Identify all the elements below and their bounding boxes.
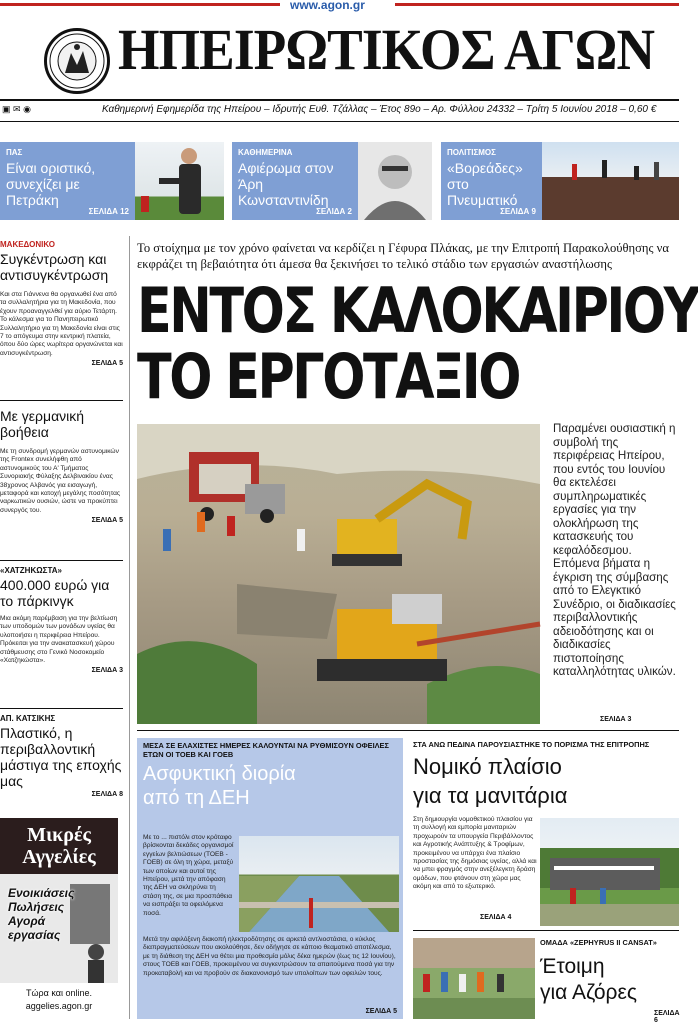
lead-page: ΣΕΛΙΔΑ 3 — [600, 716, 632, 723]
left-story-plastic[interactable] — [0, 714, 123, 798]
meeting-tent-photo — [540, 818, 679, 926]
story-body: Με τη συνδρομή γερμανών αστυνομικών της Frontex συνελήφθη από αστυνομικούς του Α' Τμήματος Συνοριακής Φύλαξης Δελβινακίου ένας 38χρονος Αλβανός για εισαγωγή, μεταφορά και κατοχή μεγάλης ποσότητας ναρκωτικών ουσιών, ώστε να προκύπτει συνεργός του. — [0, 448, 121, 514]
story-page: ΣΕΛΙΔΑ 5 — [91, 360, 123, 368]
teaser-page: ΣΕΛΙΔΑ 12 — [88, 207, 129, 216]
classifieds-title-line1: Μικρές — [27, 824, 91, 846]
story-kicker: «ΧΑΤΖΗΚΩΣΤΑ» — [0, 566, 62, 575]
lead-headline-line2: ΤΟ ΕΡΓΟΤΑΞΙΟ — [137, 340, 519, 413]
classifieds-word: Αγορά — [8, 914, 46, 928]
classifieds-title-line2: Αγγελίες — [22, 846, 96, 868]
masthead-subline: Καθημερινή Εφημερίδα της Ηπείρου – Ιδρυτής Ευθ. Τζάλλας – Έτος 89ο – Αρ. Φύλλου 24332 – Τρίτη 5 Ιουνίου 2018 – 0,60 € — [102, 104, 657, 115]
teaser-page: ΣΕΛΙΔΑ 9 — [500, 207, 536, 216]
story-kicker: ΑΠ. ΚΑΤΣΙΚΗΣ — [0, 714, 56, 723]
teaser-headline: «Βορεάδες» στο Πνευματικό — [447, 160, 523, 208]
globe-icon: ◉ — [23, 104, 31, 114]
left-story-parking[interactable] — [0, 566, 123, 674]
right-divider — [413, 930, 679, 931]
cansat-headline[interactable] — [540, 954, 677, 1006]
story-headline-line2: από τη ΔΕΗ — [143, 787, 250, 809]
portrait-photo — [358, 142, 432, 220]
classifieds-footer-line1: Τώρα και online. — [26, 988, 92, 998]
masthead-title: ΗΠΕΙΡΩΤΙΚΟΣ ΑΓΩΝ — [118, 17, 655, 82]
left-divider — [0, 708, 123, 709]
mail-icon: ✉ — [13, 104, 21, 114]
mushrooms-kicker: ΣΤΑ ΑΝΩ ΠΕΔΙΝΑ ΠΑΡΟΥΣΙΑΣΤΗΚΕ ΤΟ ΠΟΡΙΣΜΑ ΤΗΣ ΕΠΙΤΡΟΠΗΣ — [413, 740, 650, 749]
masthead-rule-top — [0, 99, 679, 101]
mushrooms-page: ΣΕΛΙΔΑ 4 — [480, 914, 512, 921]
story-page: ΣΕΛΙΔΑ 5 — [91, 517, 123, 525]
cansat-headline-line2: για Αζόρες — [540, 981, 637, 1004]
mushrooms-headline[interactable] — [413, 752, 677, 810]
classifieds-title — [0, 824, 118, 868]
teaser-kathimerina[interactable] — [232, 142, 432, 220]
classifieds-word: Ενοικιάσεις — [8, 886, 75, 900]
story-headline: Πλαστικό, η περιβαλλοντική μάστιγα της εποχής μας — [0, 725, 122, 789]
story-page: ΣΕΛΙΔΑ 8 — [91, 791, 123, 798]
left-divider — [0, 560, 123, 561]
story-headline: Συγκέντρωση και αντισυγκέντρωση — [0, 251, 109, 283]
cansat-team-photo — [413, 938, 535, 1019]
left-divider — [0, 400, 123, 401]
teaser-kicker: ΚΑΘΗΜΕΡΙΝΑ — [238, 148, 293, 157]
masthead-rule-bottom — [0, 121, 679, 122]
story-body-continued: Μετά την αφιλόξενη διακοπή ηλεκτροδότησης σε αρκετά αντλιοστάσια, ο κύκλος διαπραγματεύσεων που ακολούθησε, δεν οδήγησε σε κάποιο θεαματικό αποτέλεσμα, με τη διάθεση της ΔΕΗ να θέτει μια προθεσμία μόλις δέκα ημερών (έως τις 12 Ιουνίου), στους ΤΟΕΒ και ΓΟΕΒ, προκειμένου να συγκεντρώσουν τα απαιτούμενα ποσά για την προκαταβολή και να προβούν σε διακανονισμό των υπολοίπων των οφειλών τους. — [143, 936, 396, 977]
classifieds-words — [8, 886, 112, 942]
story-body: Και στα Γιάννενα θα οργανωθεί ένα από τα συλλαλητήρια για τη Μακεδονία, που έχουν προαναγγελθεί για αύριο Τετάρτη. Το κάλεσμα για το Πανηπειρωτικό Συλλαλητήριο για τη Μακεδονία είναι στις 7 το απόγευμα στην κεντρική πλατεία, όπου δύο ώρες νωρίτερα οργανώνεται και αντισυγκέντρωση. — [0, 291, 123, 357]
top-rule-left — [0, 3, 280, 6]
cansat-headline-line1: Έτοιμη — [540, 955, 605, 978]
teaser-politismos-text — [441, 142, 542, 220]
classifieds-word: Πωλήσεις — [8, 900, 65, 914]
classifieds-footer — [0, 983, 118, 1019]
story-headline — [143, 762, 296, 810]
teaser-pas[interactable] — [0, 142, 224, 220]
lead-headline-line1: ΕΝΤΟΣ ΚΑΛΟΚΑΙΡΙΟΥ — [137, 274, 698, 347]
lead-body: Παραμένει ουσιαστική η συμβολή της περιφέρειας Ηπείρου, που εντός του Ιουνίου θα εκτελέσει συμπληρωματικές εργασίες για την ολοκλήρωση της κατασκευής του κεφαλόδεσμου. Επόμενα βήματα η έγκριση της σύμβασης από το Ελεγκτικό Συνέδριο, οι διαδικασίες περιβαλλοντικής αδειοδότησης και οι διαδικασίες πιστοποίησης καταλληλότητας υλικών. — [553, 422, 676, 678]
story-page: ΣΕΛΙΔΑ 5 — [365, 1008, 397, 1015]
story-headline: Με γερμανική βοήθεια — [0, 408, 85, 440]
left-story-frontex[interactable] — [0, 408, 123, 524]
teaser-kathimerina-text — [232, 142, 358, 220]
dei-story-box[interactable] — [137, 738, 403, 1019]
performance-photo — [542, 142, 679, 220]
teaser-kicker: ΠΑΣ — [6, 148, 23, 157]
column-divider — [129, 236, 130, 1019]
lead-headline[interactable] — [137, 274, 698, 413]
mushrooms-body: Στη δημιουργία νομοθετικού πλαισίου για τη συλλογή και εμπορία μανιταριών προχωρούν τα υπουργεία Περιβάλλοντος και Αγροτικής Ανάπτυξης & Τροφίμων, προκειμένου να υπάρχει ένα πλαίσιο προστασίας της δημόσιας υγείας, αλλά και να μπει φραγμός στην ανεξέλεγκτη δράση ομάδων, που φτάνουν στη χώρα μας ακόμη και από το εξωτερικό. — [413, 816, 537, 891]
story-body: Μια ακόμη παρέμβαση για την βελτίωση των υποδομών των μονάδων υγείας θα υλοποιήσει η περιφέρεια Ηπείρου. Πρόκειται για την ανακατασκευή χώρου στάθμευσης στο Γενικό Νοσοκομείο «Χατζηκώστα». — [0, 615, 118, 665]
left-story-makedoniko[interactable] — [0, 240, 123, 367]
canal-photo — [239, 836, 399, 932]
story-kicker: ΜΑΚΕΔΟΝΙΚΟ — [0, 240, 55, 249]
lead-bottom-rule — [137, 730, 679, 731]
teaser-politismos[interactable] — [441, 142, 679, 220]
classifieds-word: εργασίας — [8, 928, 61, 942]
story-body: Με το ... πιστόλι στον κρόταφο βρίσκονται δεκάδες οργανισμοί εγγείων βελτιώσεων (ΤΟΕΒ - ΓΟΕΒ) σε όλη τη χώρα, μεταξύ των οποίων και αυτοί της Ηπείρου, μετά την απόφαση της ΔΕΗ να σκληρύνει τη στάση της, σε μια προσπάθεια να εισπράξει τα οφειλόμενα ποσά. — [143, 834, 234, 917]
classifieds-ad[interactable] — [0, 818, 118, 1019]
story-kicker: ΜΕΣΑ ΣΕ ΕΛΑΧΙΣΤΕΣ ΗΜΕΡΕΣ ΚΑΛΟΥΝΤΑΙ ΝΑ ΡΥΘΜΙΣΟΥΝ ΟΦΕΙΛΕΣ ΕΤΩΝ ΟΙ ΤΟΕΒ ΚΑΙ ΓΟΕΒ — [143, 741, 389, 759]
coach-photo — [135, 142, 224, 220]
teaser-pas-text — [0, 142, 135, 220]
mushrooms-headline-line1: Νομικό πλαίσιο — [413, 754, 562, 779]
lead-strap: Το στοίχημα με τον χρόνο φαίνεται να κερδίζει η Γέφυρα Πλάκας, με την Επιτροπή Παρακολούθησης να εκφράζει τη βεβαιότητα ότι άμεσα θα ξεκινήσει το τελικό στάδιο των εργασιών αναστήλωσης — [137, 241, 669, 271]
teaser-headline: Αφιέρωμα στον Άρη Κωνσταντινίδη — [238, 160, 334, 208]
story-headline: 400.000 ευρώ για το πάρκινγκ — [0, 577, 110, 609]
site-url[interactable]: www.agon.gr — [290, 0, 365, 12]
construction-site-photo — [137, 424, 540, 724]
newspaper-seal-logo — [44, 28, 110, 94]
cansat-page: ΣΕΛΙΔΑ 6 — [654, 1010, 680, 1024]
printer-icon: ▣ — [2, 104, 11, 114]
cansat-kicker: ΟΜΑΔΑ «ZEPHYRUS II CANSAT» — [540, 938, 657, 947]
mushrooms-headline-line2: για τα μανιτάρια — [413, 783, 568, 808]
teaser-headline: Είναι οριστικό, συνεχίζει με Πετράκη — [6, 160, 96, 208]
story-page: ΣΕΛΙΔΑ 3 — [91, 667, 123, 675]
classifieds-url[interactable]: aggelies.agon.gr — [25, 1001, 93, 1011]
teaser-page: ΣΕΛΙΔΑ 2 — [316, 207, 352, 216]
story-headline-line1: Ασφυκτική διορία — [143, 763, 296, 785]
top-rule-right — [395, 3, 679, 6]
top-bar — [0, 0, 679, 12]
print-icons — [2, 104, 92, 116]
teaser-kicker: ΠΟΛΙΤΙΣΜΟΣ — [447, 148, 496, 157]
